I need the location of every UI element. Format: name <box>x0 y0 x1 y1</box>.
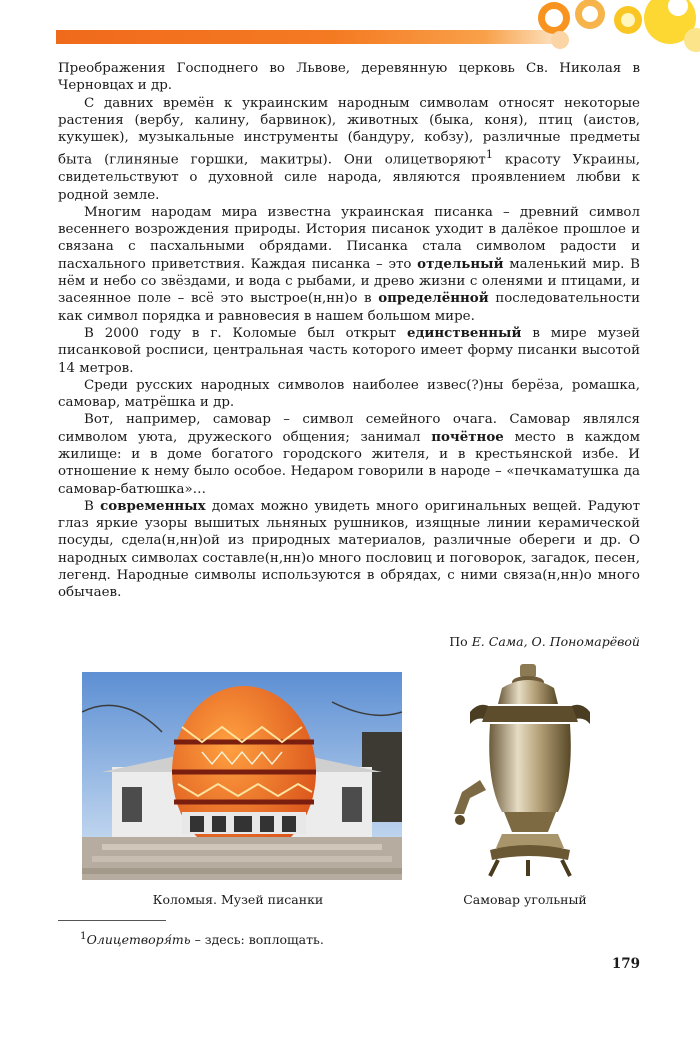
samovar-photo <box>440 662 620 882</box>
text-run: Вот, например, самовар – символ семейного очага. Самовар являлся символом уюта, дружеского общения; занимал <box>58 412 640 445</box>
header-accent-bar <box>56 30 561 44</box>
header-circles-decoration <box>520 0 700 60</box>
footnote-ref: 1 <box>485 148 493 162</box>
text-run: Многим народам мира известна украинская писанка – древний символ весеннего возрождения природы. История писанок уходит в далёкое прошлое и связана с пасхальными обрядами. Писанка стала символом радости и пасхального приветствия. Каждая писанка – это <box>58 204 640 272</box>
footnote-definition: – здесь: воплощать. <box>190 932 324 948</box>
text-run: С давних времён к украинским народным символам относят некоторые растения (вербу, калину, барвинок), животных (быка, коня), птиц (аистов, кукушек), музыкальные инструменты (бандуру, кобзу), различные предметы быта (глиняные горшки, макитры). Они олицетворяют <box>58 95 640 168</box>
paragraph <box>58 411 640 497</box>
bold-word: почётное <box>431 428 504 445</box>
museum-caption: Коломыя. Музей писанки <box>152 892 324 907</box>
footnote-divider <box>58 920 166 921</box>
text-run: домах можно увидеть много оригинальных вещей. Радуют глаз яркие узоры вышитых льняных рушников, изящные линии керамической посуды, сдела(н,нн)ой из природных материалов, различные обереги и др. О народных символах составле(н,нн)о много пословиц и поговорок, загадок, песен, легенд. Народные символы используются в обрядах, с ними связа(н,нн)о много обычаев. <box>58 498 640 601</box>
paragraph <box>58 377 640 412</box>
text-run: последовательности как символ порядка и равновесия в нашем большом мире. <box>58 291 641 324</box>
museum-photo <box>82 672 402 880</box>
footnote-marker: 1 <box>80 930 87 942</box>
paragraph <box>58 204 640 325</box>
paragraph <box>58 60 640 95</box>
text-run: в мире музей писанковой росписи, центральная часть которого имеет форму писанки высотой 14 метров. <box>58 325 640 376</box>
page-number: 179 <box>611 956 640 972</box>
footnote <box>80 930 480 947</box>
source-attribution <box>340 634 640 649</box>
text-run: В <box>84 498 101 514</box>
text-run: место в каждом жилище: и в доме богатого городского жителя, и в крестьянской избе. И отношение к нему было особое. Недаром говорили в народе – «печкаматушка да самовар-батюшка»… <box>58 429 641 497</box>
attribution-prefix: По <box>449 634 472 649</box>
article-text <box>58 60 640 602</box>
bold-word: единственный <box>406 324 522 341</box>
paragraph <box>58 325 640 377</box>
paragraph <box>58 95 640 204</box>
text-run: красоту Украины, свидетельствуют о духовной силе народа, являются проявлением любви к родной земле. <box>58 152 640 203</box>
bold-word: отдельный <box>417 255 504 272</box>
text-run: маленький мир. В нём и небо со звёздами, и вода с рыбами, и древо жизни с оленями и птицами, и засеянное поле – всё это выстрое(н,нн)о в <box>58 256 640 307</box>
attribution-authors: Е. Сама, О. Пономарёвой <box>471 634 640 649</box>
paragraph <box>58 498 640 602</box>
text-run: Среди русских народных символов наиболее извес(?)ны берёза, ромашка, самовар, матрёшка и др. <box>58 377 640 411</box>
samovar-caption: Самовар угольный <box>463 892 587 907</box>
text-run: В 2000 году в г. Коломые был открыт <box>84 325 407 341</box>
footnote-term: Олицетворя́ть <box>86 932 191 948</box>
bold-word: современных <box>100 497 206 514</box>
bold-word: определённой <box>378 290 489 307</box>
text-run: Преображения Господнего во Львове, деревянную церковь Св. Николая в Черновцах и др. <box>58 61 640 94</box>
